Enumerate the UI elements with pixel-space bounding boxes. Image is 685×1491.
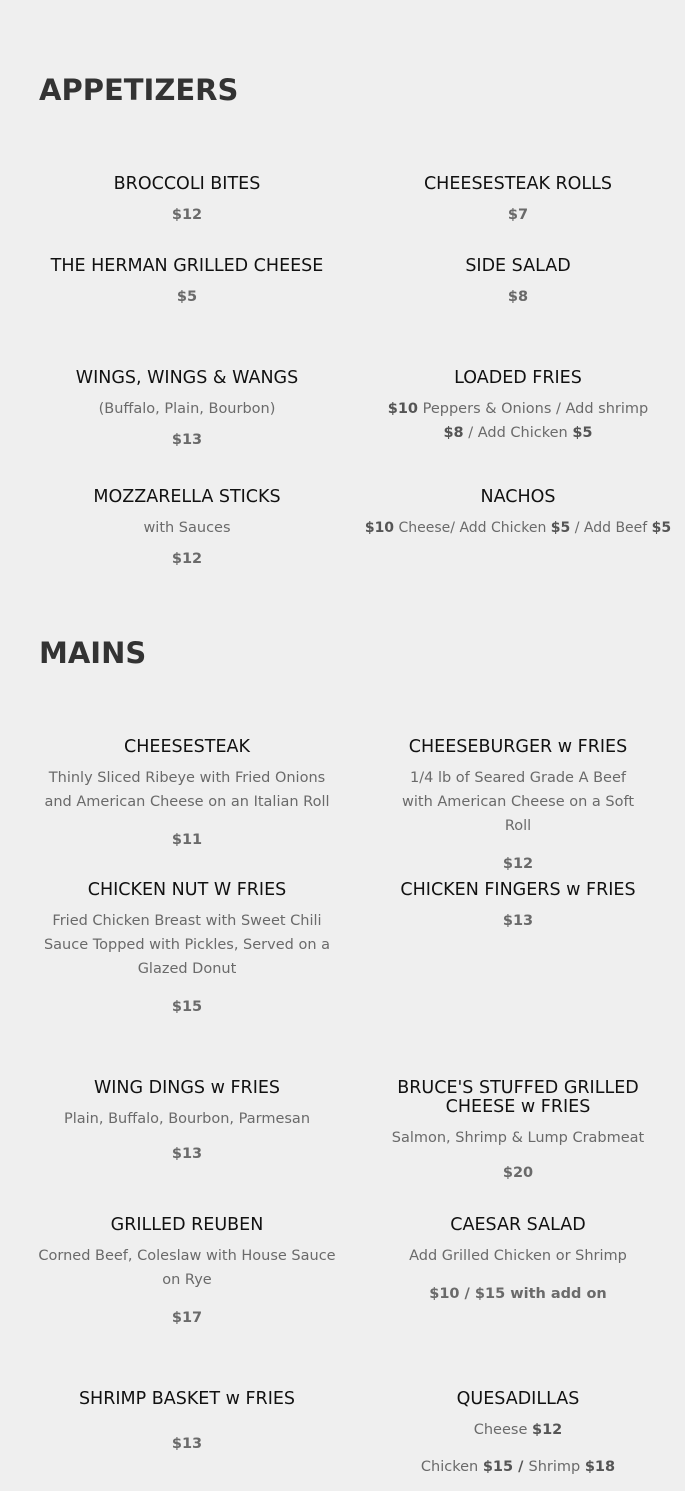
- item-price: $12: [502, 856, 534, 872]
- menu-item-grilled-reuben: [36, 1216, 338, 1328]
- item-price: $13: [171, 1436, 203, 1452]
- item-description: Corned Beef, Coleslaw with House Sauce on Rye: [38, 1248, 336, 1288]
- item-description: 1/4 lb of Seared Grade A Beef with American Cheese on a Soft Roll: [402, 770, 634, 834]
- item-name: SHRIMP BASKET w FRIES: [78, 1389, 296, 1409]
- item-description: Add Grilled Chicken or Shrimp: [409, 1248, 627, 1264]
- menu-item-loaded-fries: [368, 369, 668, 445]
- item-description: Salmon, Shrimp & Lump Crabmeat: [391, 1130, 645, 1146]
- item-description: [362, 516, 674, 540]
- item-description: (Buffalo, Plain, Bourbon): [98, 401, 276, 417]
- menu-item-nachos: [362, 488, 674, 540]
- item-price: $5: [550, 520, 571, 536]
- item-price: $13: [171, 432, 203, 448]
- item-description: [368, 397, 668, 445]
- menu-item-side-salad: [368, 257, 668, 307]
- item-name: CHICKEN NUT W FRIES: [87, 880, 287, 900]
- item-name: BROCCOLI BITES: [113, 174, 261, 194]
- item-name: GRILLED REUBEN: [110, 1215, 264, 1235]
- item-description: [368, 1455, 668, 1479]
- description-text: Cheese/ Add Chicken: [394, 520, 551, 536]
- mains-heading: MAINS: [39, 636, 147, 670]
- item-name: CAESAR SALAD: [450, 1215, 586, 1235]
- item-name: WING DINGS w FRIES: [93, 1078, 281, 1098]
- item-price: $5: [651, 520, 672, 536]
- menu-item-shrimp-basket: [36, 1390, 338, 1454]
- item-price: $15: [171, 999, 203, 1015]
- description-text: Cheese: [473, 1422, 532, 1438]
- description-text: Peppers & Onions / Add shrimp: [418, 401, 649, 417]
- item-price: $18: [584, 1459, 616, 1475]
- menu-item-wing-dings: [36, 1079, 338, 1164]
- item-price: $12: [531, 1422, 563, 1438]
- item-description: Plain, Buffalo, Bourbon, Parmesan: [63, 1111, 311, 1127]
- description-text: Shrimp: [528, 1459, 585, 1475]
- item-price: $8: [443, 425, 464, 441]
- item-price: $12: [171, 207, 203, 223]
- description-text: Chicken: [420, 1459, 483, 1475]
- item-name: THE HERMAN GRILLED CHEESE: [50, 256, 324, 276]
- item-description: Thinly Sliced Ribeye with Fried Onions and American Cheese on an Italian Roll: [44, 770, 330, 810]
- item-name: WINGS, WINGS & WANGS: [75, 368, 299, 388]
- menu-item-wings: [36, 369, 338, 450]
- separator: /: [513, 1459, 529, 1475]
- menu-item-cheesesteak-rolls: [368, 175, 668, 225]
- item-description: [368, 1418, 668, 1442]
- item-description: with Sauces: [143, 520, 231, 536]
- item-description: Fried Chicken Breast with Sweet Chili Sauce Topped with Pickles, Served on a Glazed Donut: [43, 913, 331, 977]
- menu-item-broccoli-bites: [36, 175, 338, 225]
- item-name: BRUCE'S STUFFED GRILLED CHEESE w FRIES: [397, 1078, 639, 1117]
- item-price: $15: [482, 1459, 514, 1475]
- item-price: $10: [387, 401, 419, 417]
- item-name: MOZZARELLA STICKS: [93, 487, 281, 507]
- item-price: $10 / $15 with add on: [429, 1286, 607, 1302]
- item-price: $20: [502, 1165, 534, 1181]
- menu-item-chicken-nut: [36, 881, 338, 1017]
- item-price: $11: [171, 832, 203, 848]
- item-price: $17: [171, 1310, 203, 1326]
- menu-item-mozzarella-sticks: [36, 488, 338, 569]
- menu-item-herman-grilled-cheese: [36, 257, 338, 307]
- item-name: NACHOS: [480, 487, 556, 507]
- item-price: $13: [171, 1146, 203, 1162]
- menu-item-quesadillas: [368, 1390, 668, 1479]
- item-price: $5: [176, 289, 198, 305]
- item-price: $7: [507, 207, 529, 223]
- item-name: LOADED FRIES: [454, 368, 582, 388]
- item-price: $8: [507, 289, 529, 305]
- menu-item-caesar-salad: [368, 1216, 668, 1304]
- description-text: / Add Beef: [570, 520, 652, 536]
- item-price: $10: [364, 520, 395, 536]
- menu-item-cheesesteak: [36, 738, 338, 850]
- menu-item-bruces-stuffed-grilled-cheese: [368, 1079, 668, 1183]
- item-name: CHEESESTEAK ROLLS: [423, 174, 613, 194]
- item-name: CHEESESTEAK: [124, 737, 250, 757]
- item-price: $5: [572, 425, 593, 441]
- item-price: $12: [171, 551, 203, 567]
- item-price: $13: [502, 913, 534, 929]
- appetizers-heading: APPETIZERS: [39, 73, 239, 107]
- item-name: CHEESEBURGER w FRIES: [408, 737, 628, 757]
- menu-item-cheeseburger: [368, 738, 668, 874]
- item-name: CHICKEN FINGERS w FRIES: [400, 880, 636, 900]
- description-text: / Add Chicken: [463, 425, 573, 441]
- item-name: QUESADILLAS: [456, 1389, 580, 1409]
- item-name: SIDE SALAD: [465, 256, 571, 276]
- menu-item-chicken-fingers: [368, 881, 668, 931]
